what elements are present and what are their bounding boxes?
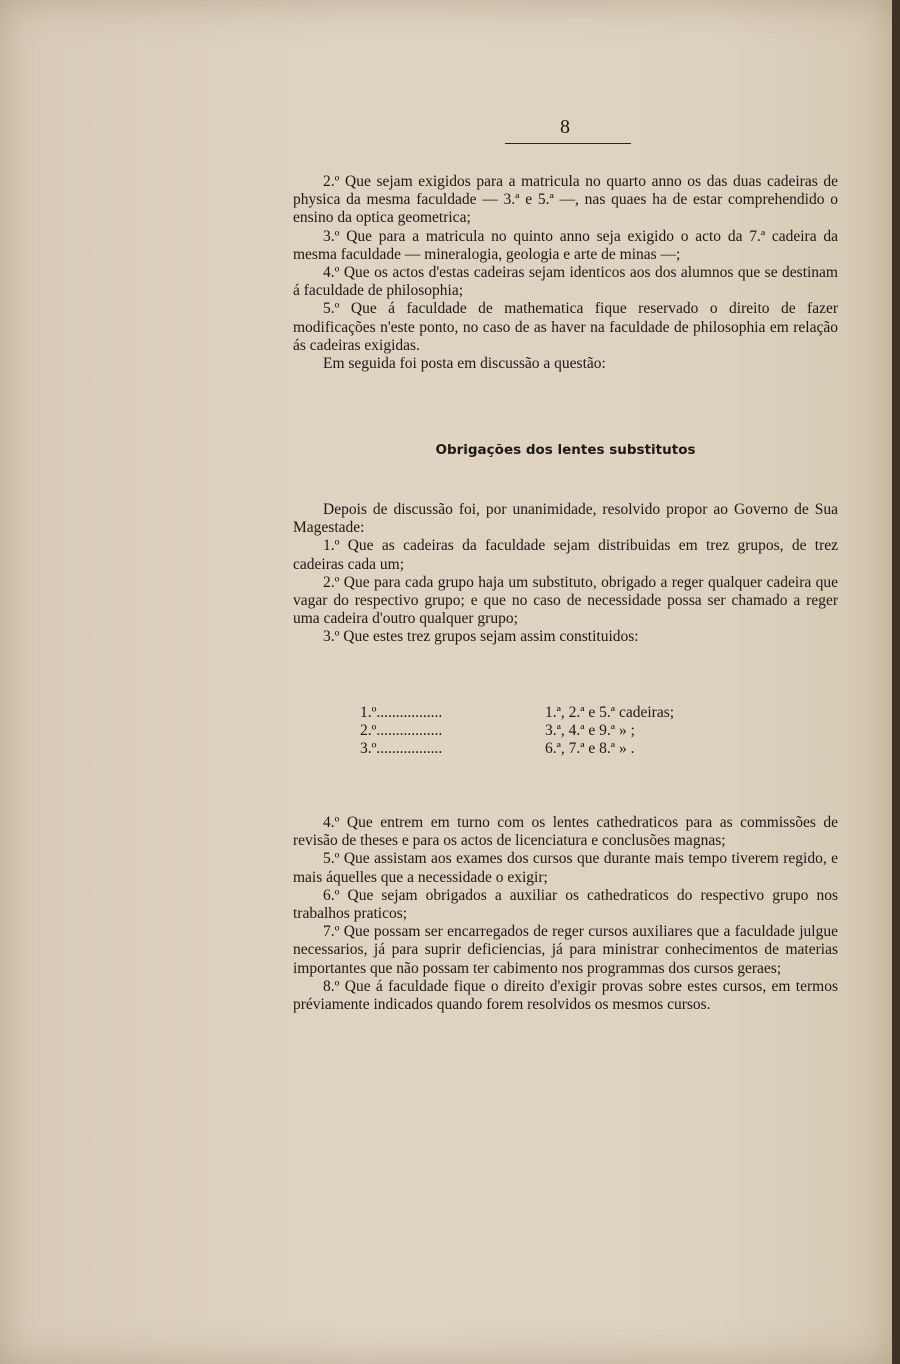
group-label: 1.º................. bbox=[360, 704, 443, 721]
group-cadeiras: 6.ª, 7.ª e 8.ª » . bbox=[545, 740, 635, 758]
page-number-rule bbox=[505, 143, 631, 144]
paragraph: 7.º Que possam ser encarregados de reger cursos auxiliares que a faculdade julgue necessarios, já para suprir deficiencias, já para ministrar conhecimentos de materias importantes que não possam ter cabimento nos programmas dos cursos geraes; bbox=[293, 923, 838, 977]
book-spine-edge bbox=[892, 0, 900, 1364]
page-number: 8 bbox=[560, 116, 570, 138]
paragraph: Depois de discussão foi, por unanimidade, resolvido propor ao Governo de Sua Magestade: bbox=[293, 501, 838, 537]
paragraph: 8.º Que á faculdade fique o direito d'exigir provas sobre estes cursos, em termos préviamente indicados quando forem resolvidos os mesmos cursos. bbox=[293, 977, 838, 1014]
group-label: 3.º................. bbox=[360, 740, 443, 758]
section-heading: Obrigações dos lentes substitutos bbox=[435, 442, 696, 458]
table-row bbox=[360, 704, 720, 722]
paragraph: 4.º Que os actos d'estas cadeiras sejam identicos aos dos alumnos que se destinam á faculdade de philosophia; bbox=[293, 264, 838, 300]
text-block-2 bbox=[293, 501, 838, 647]
text-block-1 bbox=[293, 173, 838, 373]
paragraph: 2.º Que sejam exigidos para a matricula no quarto anno os das duas cadeiras de physica da mesma faculdade — 3.ª e 5.ª —, nas quaes ha de estar comprehendido o ensino da optica geometrica; bbox=[293, 173, 838, 227]
table-row bbox=[360, 722, 720, 740]
text-block-3 bbox=[293, 814, 838, 1014]
table-row bbox=[360, 740, 720, 758]
groups-table bbox=[360, 704, 720, 759]
paragraph: 5.º Que á faculdade de mathematica fique reservado o direito de fazer modificações n'este ponto, no caso de as haver na faculdade de philosophia em relação ás cadeiras exigidas. bbox=[293, 300, 838, 354]
group-cadeiras: 3.ª, 4.ª e 9.ª » ; bbox=[545, 722, 635, 740]
paragraph: Em seguida foi posta em discussão a questão: bbox=[323, 355, 606, 373]
paragraph: 2.º Que para cada grupo haja um substituto, obrigado a reger qualquer cadeira que vagar do respectivo grupo; e que no caso de necessidade possa ser chamado a reger uma cadeira d'outro qualquer grupo; bbox=[293, 573, 838, 628]
paragraph: 3.º Que estes trez grupos sejam assim constituidos: bbox=[323, 628, 639, 646]
paragraph: 1.º Que as cadeiras da faculdade sejam distribuidas em trez grupos, de trez cadeiras cada um; bbox=[293, 537, 838, 573]
group-cadeiras: 1.ª, 2.ª e 5.ª cadeiras; bbox=[545, 704, 675, 721]
paragraph: 5.º Que assistam aos exames dos cursos que durante mais tempo tiverem regido, e mais áquelles que a necessidade o exigir; bbox=[293, 850, 838, 886]
paragraph: 6.º Que sejam obrigados a auxiliar os cathedraticos do respectivo grupo nos trabalhos praticos; bbox=[293, 886, 838, 923]
group-label: 2.º................. bbox=[360, 722, 443, 740]
paragraph: 3.º Que para a matricula no quinto anno seja exigido o acto da 7.ª cadeira da mesma faculdade — mineralogia, geologia e arte de minas —; bbox=[293, 227, 838, 263]
paragraph: 4.º Que entrem em turno com os lentes cathedraticos para as commissões de revisão de theses e para os actos de licenciatura e conclusões magnas; bbox=[293, 814, 838, 850]
